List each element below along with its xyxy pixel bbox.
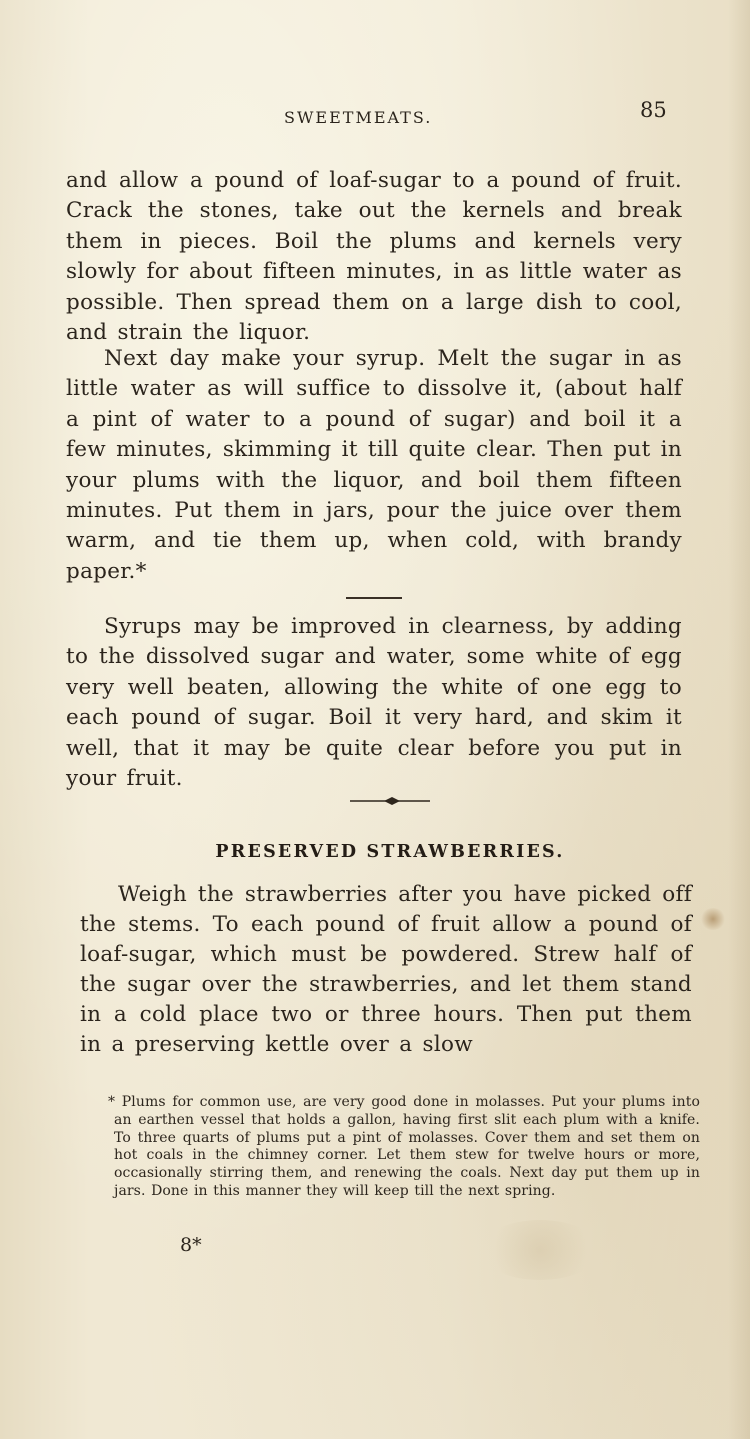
paper-stain <box>700 908 726 930</box>
paragraph-syrups-clearness <box>66 612 682 794</box>
section-rule <box>346 597 402 599</box>
section-heading: PRESERVED STRAWBERRIES. <box>215 842 565 862</box>
running-head: SWEETMEATS. <box>284 108 433 127</box>
paragraph-text: Weigh the strawberries after you have picked off the stems. To each pound of fruit allow a pound of loaf-sugar, which must be powdered. Strew half of the sugar over the strawberries, and let them stand in a cold place two or three hours. Then put them in a preserving kettle over a slow <box>80 882 692 1057</box>
page-number: 85 <box>640 98 667 122</box>
paragraph-strawberries <box>80 880 692 1060</box>
paragraph-text: and allow a pound of loaf-sugar to a pound of fruit. Crack the stones, take out the kernels and break them in pieces. Boil the plums and kernels very slowly for about fifteen minutes, in as little water as possible. Then spread them on a large dish to cool, and strain the liquor. <box>66 168 682 346</box>
paragraph-continued <box>66 166 682 348</box>
footnote: * Plums for common use, are very good done in molasses. Put your plums into an earthen vessel that holds a gallon, having first slit each plum with a knife. To three quarts of plums put a pint of molasses. Cover them and set them on hot coals in the chimney corner. Let them stew for twelve hours or more, occasionally stirring them, and renewing the coals. Next day put them up in jars. Done in this manner they will keep till the next spring. <box>108 1094 700 1199</box>
paragraph-text: Syrups may be improved in clearness, by adding to the dissolved sugar and water, some white of egg very well beaten, allowing the white of one egg to each pound of sugar. Boil it very hard, and skim it well, that it may be quite clear before you put in your fruit. <box>66 614 682 792</box>
paragraph-text: Next day make your syrup. Melt the sugar in as little water as will suffice to dissolve it, (about half a pint of water to a pound of sugar) and boil it a few minutes, skimming it till quite clear. Then put in your plums with the liquor, and boil them fifteen minutes. Put them in jars, pour the juice over them warm, and tie them up, when cold, with brandy paper.* <box>66 346 682 584</box>
ornament-divider <box>350 796 430 806</box>
paragraph-syrup <box>66 344 682 587</box>
signature-mark: 8* <box>180 1234 202 1256</box>
paper-stain <box>480 1220 600 1280</box>
